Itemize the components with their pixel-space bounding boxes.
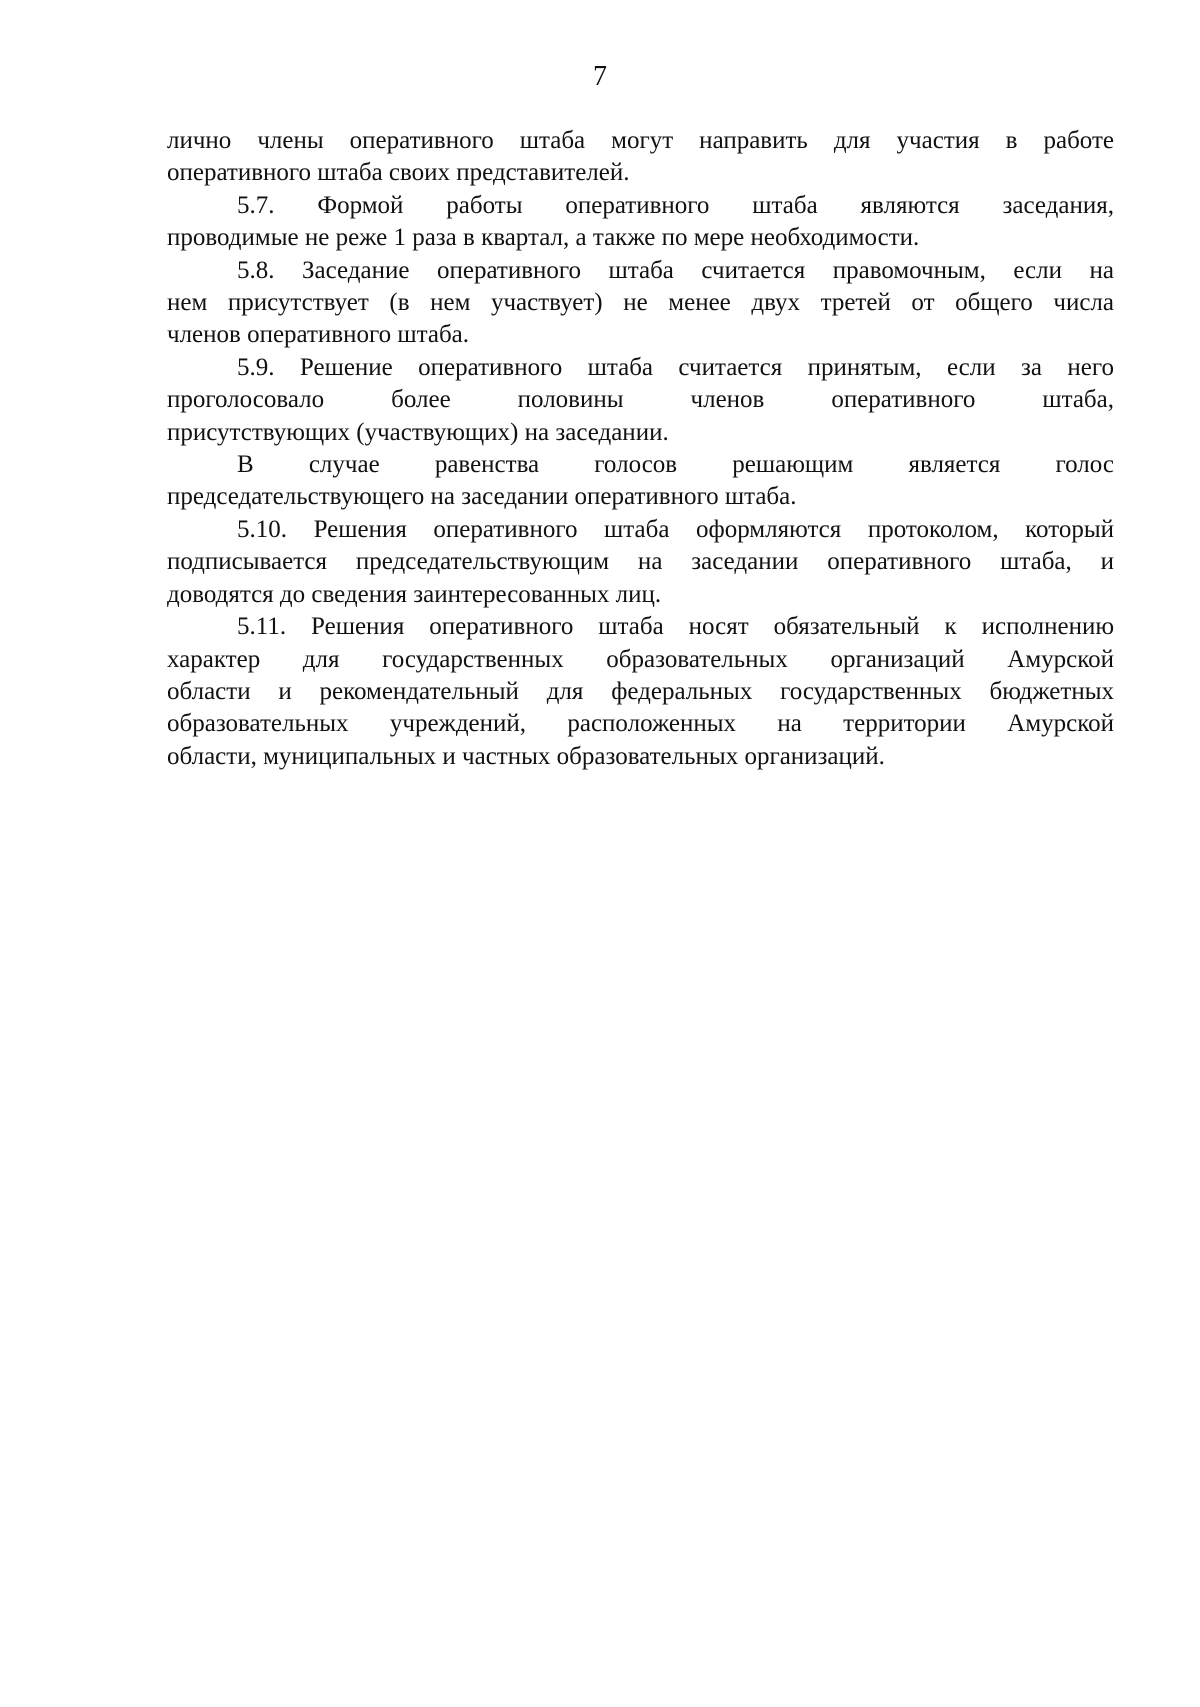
paragraph-5-10 [167, 514, 1114, 611]
page-number: 7 [593, 61, 607, 92]
text-line: образовательных учреждений, расположенных на территории Амурской [167, 710, 1114, 738]
text-line: 5.10. Решения оперативного штаба оформляются протоколом, который [237, 515, 1114, 543]
text-line: проводимые не реже 1 раза в квартал, а также по мере необходимости. [167, 224, 920, 252]
text-line: доводятся до сведения заинтересованных лиц. [167, 580, 662, 608]
paragraph-5-9 [167, 352, 1114, 449]
text-line: 5.8. Заседание оперативного штаба считается правомочным, если на [237, 256, 1114, 284]
text-line: нем присутствует (в нем участвует) не менее двух третей от общего числа [167, 289, 1114, 317]
text-line: 5.11. Решения оперативного штаба носят обязательный к исполнению [237, 613, 1114, 641]
text-line: характер для государственных образовательных организаций Амурской [167, 645, 1114, 673]
text-line: председательствующего на заседании оперативного штаба. [167, 483, 797, 511]
text-line: подписывается председательствующим на заседании оперативного штаба, и [167, 548, 1114, 576]
text-line: присутствующих (участвующих) на заседании. [167, 418, 669, 446]
document-body [167, 125, 1114, 773]
paragraph-tie-vote [167, 449, 1114, 514]
text-line: лично члены оперативного штаба могут направить для участия в работе [167, 127, 1114, 154]
text-line: В случае равенства голосов решающим является голос [237, 451, 1114, 479]
paragraph-continuation [167, 125, 1114, 190]
text-line: области, муниципальных и частных образовательных организаций. [167, 742, 885, 770]
paragraph-5-11 [167, 611, 1114, 773]
text-line: области и рекомендательный для федеральных государственных бюджетных [167, 677, 1114, 705]
text-line: 5.9. Решение оперативного штаба считается принятым, если за него [237, 353, 1114, 381]
text-line: проголосовало более половины членов оперативного штаба, [167, 386, 1114, 414]
text-line: членов оперативного штаба. [167, 321, 470, 349]
text-line: 5.7. Формой работы оперативного штаба являются заседания, [237, 191, 1114, 219]
paragraph-5-7 [167, 190, 1114, 255]
text-line: оперативного штаба своих представителей. [167, 159, 630, 187]
paragraph-5-8 [167, 255, 1114, 352]
